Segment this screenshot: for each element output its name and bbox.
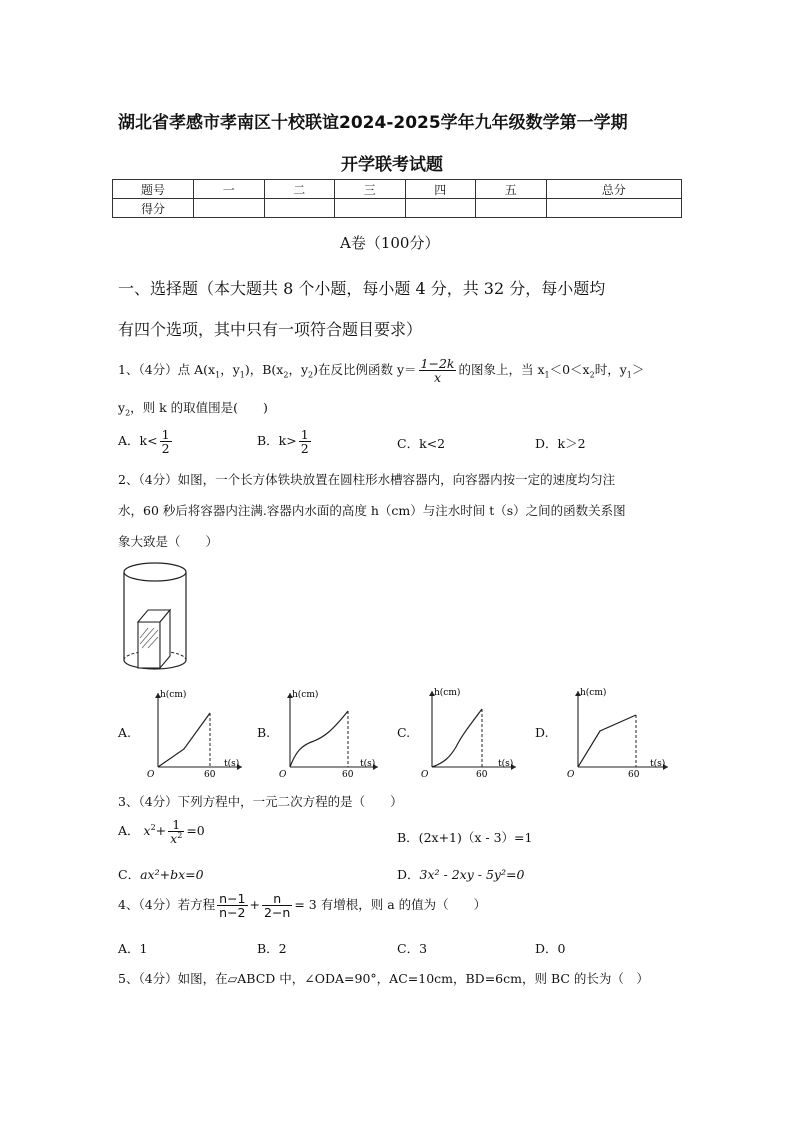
- q3-option-c[interactable]: [118, 865, 204, 883]
- option-text: B．k>: [257, 433, 297, 449]
- graph-tick: 60: [476, 770, 488, 780]
- q1-text: ＞: [631, 362, 645, 378]
- fraction-denominator: 2: [300, 441, 309, 457]
- fraction-numerator: 1−2k: [420, 356, 455, 371]
- graph-tick: 60: [628, 770, 640, 780]
- q2-graph-d[interactable]: [560, 685, 675, 780]
- graph-origin: O: [421, 770, 429, 780]
- fraction-numerator: 1: [300, 427, 309, 442]
- q2-option-b-label[interactable]: B.: [257, 725, 271, 740]
- q1-sub: 2: [308, 370, 314, 380]
- score-cell: 一: [194, 180, 265, 199]
- score-table-header-row: [113, 180, 682, 199]
- q4-fraction-1: [217, 892, 247, 919]
- option-text: D．: [397, 867, 420, 882]
- option-sup: 2: [150, 823, 156, 833]
- option-text: C．: [118, 867, 141, 882]
- q4-option-a[interactable]: A．1: [118, 941, 148, 956]
- q1-text: y: [118, 400, 126, 415]
- q2-graph-c[interactable]: [406, 685, 521, 780]
- score-entry-cell[interactable]: [194, 199, 265, 218]
- graph-x-label: t(s): [360, 759, 376, 769]
- option-text: A．k<: [118, 433, 158, 449]
- question-1-line-1: [118, 357, 644, 384]
- option-var: x: [170, 831, 178, 847]
- option-text: +: [155, 823, 167, 839]
- score-table-score-row: [113, 199, 682, 218]
- option-text: =0: [186, 823, 205, 839]
- section-1-heading-line-2: 有四个选项，其中只有一项符合题目要求）: [118, 320, 423, 339]
- q1-sub: 1: [215, 370, 221, 380]
- score-cell: 三: [335, 180, 406, 199]
- option-sup: 2: [177, 831, 183, 841]
- fraction-denominator: 2−n: [264, 905, 291, 921]
- q4-text: +: [249, 897, 260, 913]
- graph-origin: O: [147, 770, 155, 780]
- fraction-denominator: n−2: [219, 905, 246, 921]
- graph-tick: 60: [204, 770, 216, 780]
- graph-x-label: t(s): [224, 759, 240, 769]
- option-expr: ax²+bx=0: [140, 867, 204, 882]
- q2-option-a-label[interactable]: A.: [118, 725, 132, 740]
- score-table: [112, 179, 682, 218]
- fraction-numerator: 1: [168, 818, 184, 832]
- section-1-heading-line-1: 一、选择题（本大题共 8 个小题，每小题 4 分，共 32 分，每小题均: [118, 279, 606, 298]
- fraction-denominator: 2: [161, 441, 170, 457]
- fraction-numerator: 1: [161, 427, 170, 442]
- option-fraction: [168, 818, 184, 845]
- graph-origin: O: [279, 770, 287, 780]
- q4-option-d[interactable]: D．0: [535, 941, 566, 956]
- question-2-line-2: 水，60 秒后将容器内注满.容器内水面的高度 h（cm）与注水时间 t（s）之间的函数关系图: [118, 503, 626, 518]
- q4-fraction-2: [262, 892, 292, 919]
- q1-text: 时，y: [594, 362, 627, 378]
- question-1-line-2: [118, 398, 268, 418]
- q1-sub: 2: [589, 370, 595, 380]
- score-entry-cell[interactable]: [405, 199, 476, 218]
- score-entry-cell[interactable]: [476, 199, 547, 218]
- option-var: x: [143, 823, 151, 839]
- graph-origin: O: [567, 770, 575, 780]
- graph-x-label: t(s): [650, 759, 666, 769]
- q1-sub: 2: [125, 408, 131, 418]
- q3-option-b[interactable]: B．(2x+1)（x - 3）=1: [397, 830, 533, 845]
- fraction-numerator: n−1: [219, 891, 246, 906]
- option-expr: 3x² - 2xy - 5y²=0: [419, 867, 525, 882]
- q1-text: )，B(x: [244, 362, 284, 378]
- q2-option-d-label[interactable]: D.: [535, 725, 549, 740]
- volume-heading: A卷（100分）: [340, 234, 440, 252]
- q4-text: = 3 有增根，则 a 的值为（ ）: [294, 897, 487, 913]
- graph-y-label: h(cm): [292, 690, 319, 700]
- q1-option-b[interactable]: [257, 428, 313, 455]
- q1-sub: 1: [626, 370, 632, 380]
- q1-text: 1、（4分）点 A(x: [118, 362, 216, 378]
- q1-option-a[interactable]: [118, 428, 174, 455]
- q2-option-c-label[interactable]: C.: [397, 725, 411, 740]
- option-fraction: [160, 428, 172, 455]
- question-2-line-1: 2、（4分）如图，一个长方体铁块放置在圆柱形水槽容器内，向容器内按一定的速度均匀注: [118, 472, 616, 487]
- cylinder-container-figure: [118, 560, 193, 675]
- q3-option-a[interactable]: [118, 818, 205, 845]
- graph-x-label: t(s): [498, 759, 514, 769]
- option-text: A．: [118, 823, 140, 839]
- q2-graph-b[interactable]: [272, 685, 387, 780]
- q1-text: ＜0＜x: [549, 362, 590, 378]
- score-cell: 五: [476, 180, 547, 199]
- graph-y-label: h(cm): [580, 688, 607, 698]
- graph-tick: 60: [342, 770, 354, 780]
- graph-y-label: h(cm): [160, 690, 187, 700]
- q3-option-d[interactable]: [397, 865, 524, 883]
- fraction-numerator: n: [262, 892, 292, 906]
- q1-text: )在反比例函数 y＝: [313, 362, 417, 378]
- question-2-line-3: 象大致是（ ）: [118, 534, 219, 549]
- title-line-2: 开学联考试题: [341, 155, 443, 175]
- score-cell: 总分: [546, 180, 682, 199]
- q1-sub: 1: [239, 370, 245, 380]
- option-fraction: [299, 428, 311, 455]
- q1-text: 的图象上，当 x: [458, 362, 545, 378]
- question-5-line-1: 5、（4分）如图，在▱ABCD 中，∠ODA=90°，AC=10cm，BD=6cm，则 BC 的长为（ ）: [118, 971, 649, 986]
- q1-text: ，y: [220, 362, 240, 378]
- fraction-denominator: x: [433, 370, 442, 386]
- q1-sub: 1: [544, 370, 550, 380]
- q1-option-d[interactable]: D．k＞2: [535, 436, 586, 451]
- fraction-denominator: [168, 832, 184, 845]
- score-cell: 四: [405, 180, 476, 199]
- q1-text: ，则 k 的取值围是( ): [130, 400, 268, 415]
- question-4-line-1: [118, 892, 486, 919]
- score-entry-cell[interactable]: [264, 199, 335, 218]
- q1-sub: 2: [283, 370, 289, 380]
- q2-graph-a[interactable]: [140, 685, 250, 780]
- title-line-1: 湖北省孝感市孝南区十校联谊2024-2025学年九年级数学第一学期: [118, 113, 628, 133]
- q4-text: 4、（4分）若方程: [118, 897, 216, 913]
- graph-y-label: h(cm): [434, 688, 461, 698]
- score-cell: 得分: [113, 199, 194, 218]
- q1-fraction: [419, 357, 457, 384]
- score-cell: 二: [264, 180, 335, 199]
- q4-option-c[interactable]: C．3: [397, 941, 428, 956]
- q1-text: ，y: [288, 362, 308, 378]
- q4-option-b[interactable]: B．2: [257, 941, 287, 956]
- score-entry-cell[interactable]: [546, 199, 682, 218]
- q1-option-c[interactable]: C．k<2: [397, 436, 446, 451]
- question-3-line-1: 3、（4分）下列方程中，一元二次方程的是（ ）: [118, 794, 403, 809]
- score-cell: 题号: [113, 180, 194, 199]
- score-entry-cell[interactable]: [335, 199, 406, 218]
